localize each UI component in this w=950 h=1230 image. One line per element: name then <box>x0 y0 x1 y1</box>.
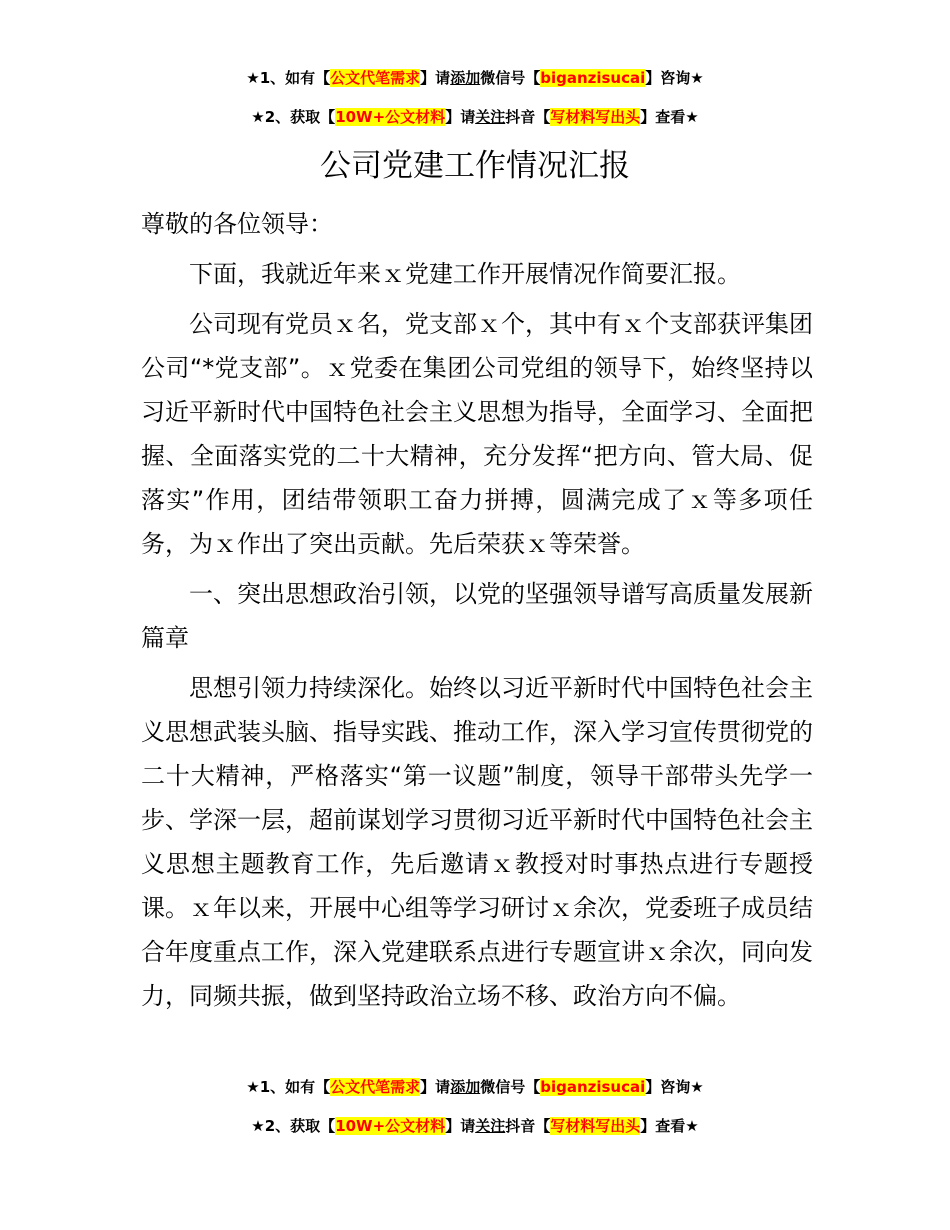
footer-ad-line-1 <box>0 1076 950 1098</box>
ad-highlight-service: 公文代笔需求 <box>330 1078 421 1096</box>
body-paragraph-intro: 下面，我就近年来ｘ党建工作开展情况作简要汇报。 <box>189 260 741 288</box>
ad-highlight-douyin-account: 写材料写出头 <box>550 1117 641 1135</box>
ad-text: 】请 <box>445 1117 476 1135</box>
ad-text: 抖音【 <box>505 1117 551 1135</box>
header-ad-line-2 <box>0 106 950 128</box>
ad-underlined-verb: 关注 <box>475 1117 506 1135</box>
ad-suffix: 】查看★ <box>640 1117 699 1135</box>
ad-suffix: 】咨询★ <box>645 1078 704 1096</box>
ad-prefix: ★2、获取【 <box>251 1117 336 1135</box>
ad-prefix: ★1、如有【 <box>246 1078 331 1096</box>
ad-text: 】请 <box>445 108 476 126</box>
ad-highlight-douyin-account: 写材料写出头 <box>550 108 641 126</box>
body-paragraph-overview: 公司现有党员ｘ名，党支部ｘ个，其中有ｘ个支部获评集团公司“*党支部”。ｘ党委在集团公司党组的领导下，始终坚持以习近平新时代中国特色社会主义思想为指导，全面学习、全面把握、全面落实党的二十大精神，充分发挥“把方向、管大局、促落实”作用，团结带领职工奋力拼搏，圆满完成了ｘ等多项任务，为ｘ作出了突出贡献。先后荣获ｘ等荣誉。 <box>141 310 813 558</box>
ad-text: 微信号【 <box>480 69 541 87</box>
ad-prefix: ★1、如有【 <box>246 69 331 87</box>
footer-ad-line-2 <box>0 1115 950 1137</box>
ad-highlight-materials: 10W+公文材料 <box>335 1117 446 1135</box>
body-paragraph-ideology: 思想引领力持续深化。始终以习近平新时代中国特色社会主义思想武装头脑、指导实践、推动工作，深入学习宣传贯彻党的二十大精神，严格落实“第一议题”制度，领导干部带头先学一步、学深一层，超前谋划学习贯彻习近平新时代中国特色社会主义思想主题教育工作，先后邀请ｘ教授对时事热点进行专题授课。ｘ年以来，开展中心组等学习研讨ｘ余次，党委班子成员结合年度重点工作，深入党建联系点进行专题宣讲ｘ余次，同向发力，同频共振，做到坚持政治立场不移、政治方向不偏。 <box>141 674 813 1010</box>
ad-text: 微信号【 <box>480 1078 541 1096</box>
ad-underlined-verb: 关注 <box>475 108 506 126</box>
ad-underlined-verb: 添加 <box>450 1078 481 1096</box>
ad-highlight-wechat-id: biganzisucai <box>540 1078 646 1096</box>
ad-text: 】请 <box>420 1078 451 1096</box>
ad-highlight-wechat-id: biganzisucai <box>540 69 646 87</box>
document-body <box>141 202 813 1024</box>
ad-suffix: 】查看★ <box>640 108 699 126</box>
ad-prefix: ★2、获取【 <box>251 108 336 126</box>
ad-text: 】请 <box>420 69 451 87</box>
ad-suffix: 】咨询★ <box>645 69 704 87</box>
ad-underlined-verb: 添加 <box>450 69 481 87</box>
ad-highlight-materials: 10W+公文材料 <box>335 108 446 126</box>
section-heading-1: 一、突出思想政治引领，以党的坚强领导谱写高质量发展新篇章 <box>141 580 813 652</box>
ad-text: 抖音【 <box>505 108 551 126</box>
header-ad-line-1 <box>0 67 950 89</box>
salutation: 尊敬的各位领导： <box>141 210 333 238</box>
document-title: 公司党建工作情况汇报 <box>320 148 630 184</box>
ad-highlight-service: 公文代笔需求 <box>330 69 421 87</box>
